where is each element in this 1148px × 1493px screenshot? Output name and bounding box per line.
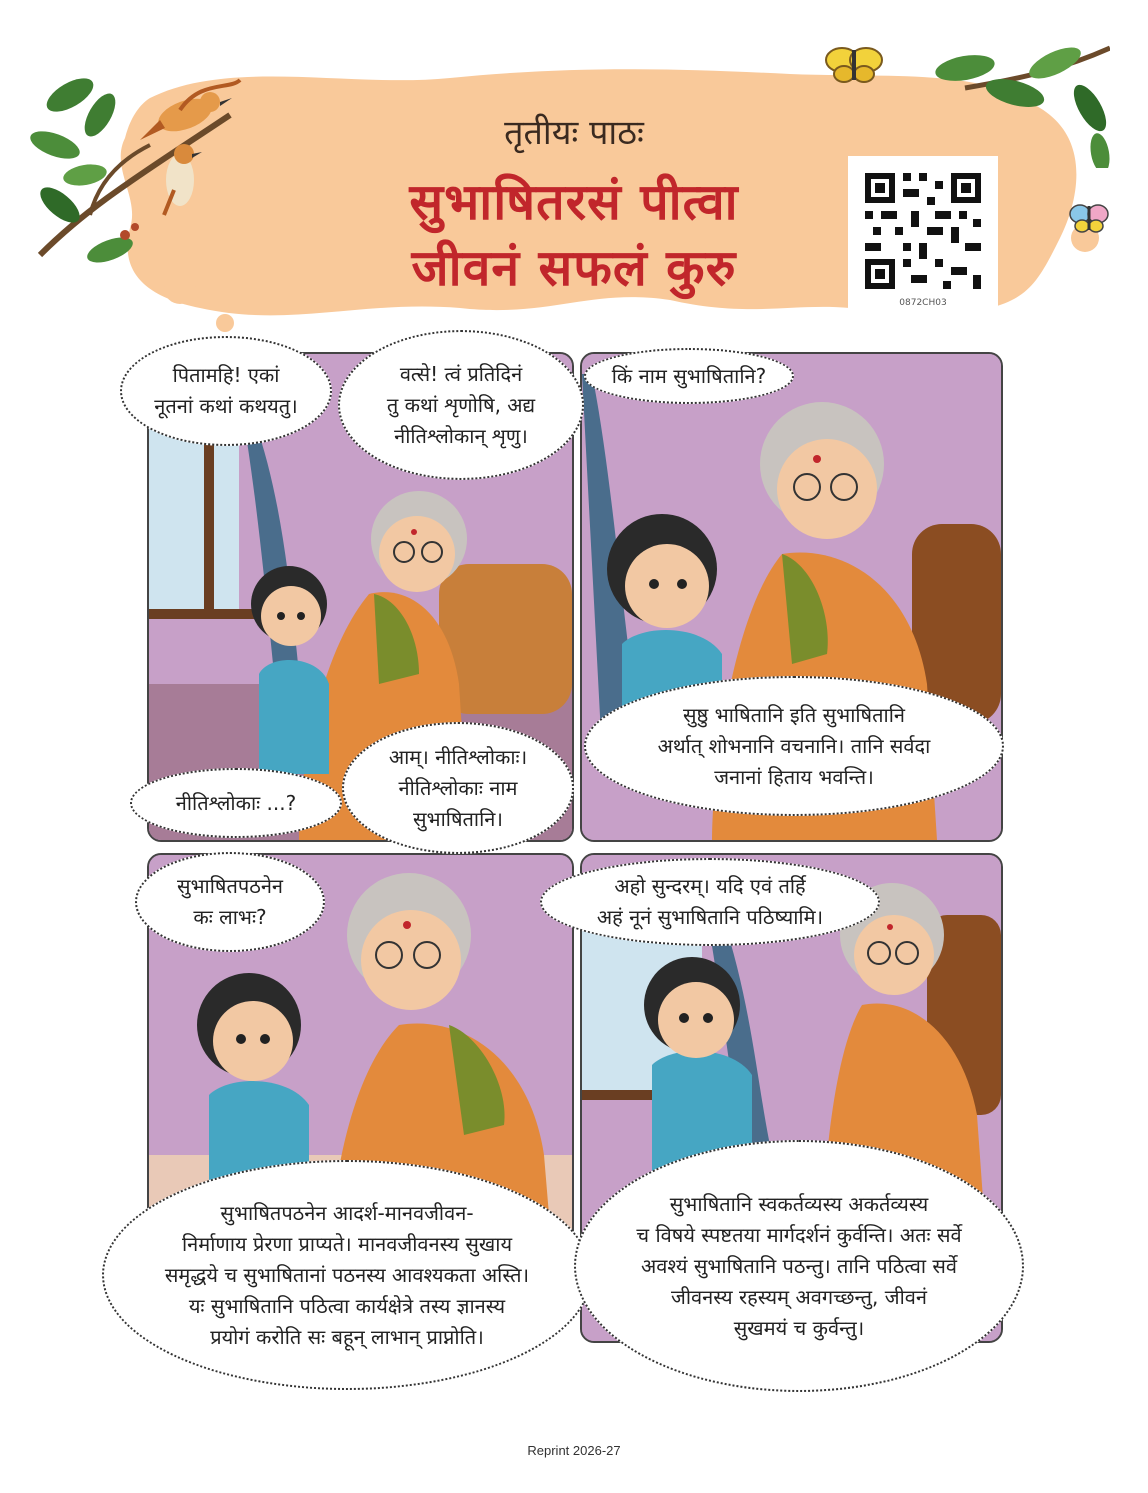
speech-bubble — [342, 722, 574, 854]
speech-bubble — [120, 336, 332, 446]
butterfly-icon — [822, 42, 888, 86]
speech-bubble — [584, 676, 1004, 816]
dialogue-text: पितामहि! एकां नूतनां कथां कथयतु। — [154, 363, 298, 418]
qr-code-caption: 0872CH03 — [899, 298, 947, 308]
speech-bubble — [338, 330, 584, 480]
reprint-note: Reprint 2026-27 — [527, 1443, 621, 1458]
speech-bubble — [102, 1160, 592, 1390]
dialogue-text: आम्। नीतिश्लोकाः। नीतिश्लोकाः नाम सुभाषितानि। — [388, 744, 528, 831]
dialogue-text: सुभाषितपठनेन कः लाभः? — [176, 874, 284, 929]
dialogue-text: नीतिश्लोकाः ...? — [175, 790, 297, 815]
speech-bubble — [584, 348, 794, 404]
lesson-title-line-1: सुभाषितरसं पीत्वा — [409, 173, 739, 231]
speech-bubble — [574, 1140, 1024, 1392]
dialogue-text: किं नाम सुभाषितानि? — [611, 363, 767, 388]
dialogue-text: वत्से! त्वं प्रतिदिनं तु कथां शृणोषि, अद्य नीतिश्लोकान् शृणु। — [386, 361, 536, 448]
speech-bubble — [135, 852, 325, 952]
speech-bubble — [540, 858, 880, 946]
dialogue-text: सुभाषितानि स्वकर्तव्यस्य अकर्तव्यस्य च विषये स्पष्टतया मार्गदर्शनं कुर्वन्ति। अतः सर्वे अवश्यं सुभाषितानि पठन्तु। तानि पठित्वा सर्वे जीवनस्य रहस्यम् अवगच्छन्तु, जीवनं सुखमयं च कुर्वन्तु। — [636, 1191, 962, 1340]
dialogue-text: सुष्ठु भाषितानि इति सुभाषितानि अर्थात् शोभनानि वचनानि। तानि सर्वदा जनानां हिताय भवन्ति। — [657, 702, 931, 789]
dialogue-text: अहो सुन्दरम्। यदि एवं तर्हि अहं नूनं सुभाषितानि पठिष्यामि। — [596, 874, 824, 929]
speech-bubble — [130, 768, 342, 838]
lesson-title-line-2: जीवनं सफलं कुरु — [411, 239, 737, 297]
qr-code[interactable] — [848, 156, 998, 312]
lesson-number: तृतीयः पाठः — [504, 113, 644, 153]
dialogue-text: सुभाषितपठनेन आदर्श-मानवजीवन- निर्माणाय प्रेरणा प्राप्यते। मानवजीवनस्य सुखाय समृद्धये च सुभाषितानां पठनस्य आवश्यकता अस्ति। यः सुभाषितानि पठित्वा कार्यक्षेत्रे तस्य ज्ञानस्य प्रयोगं करोति सः बहून् लाभान् प्राप्नोति। — [164, 1200, 530, 1349]
qr-code-icon — [848, 156, 998, 296]
